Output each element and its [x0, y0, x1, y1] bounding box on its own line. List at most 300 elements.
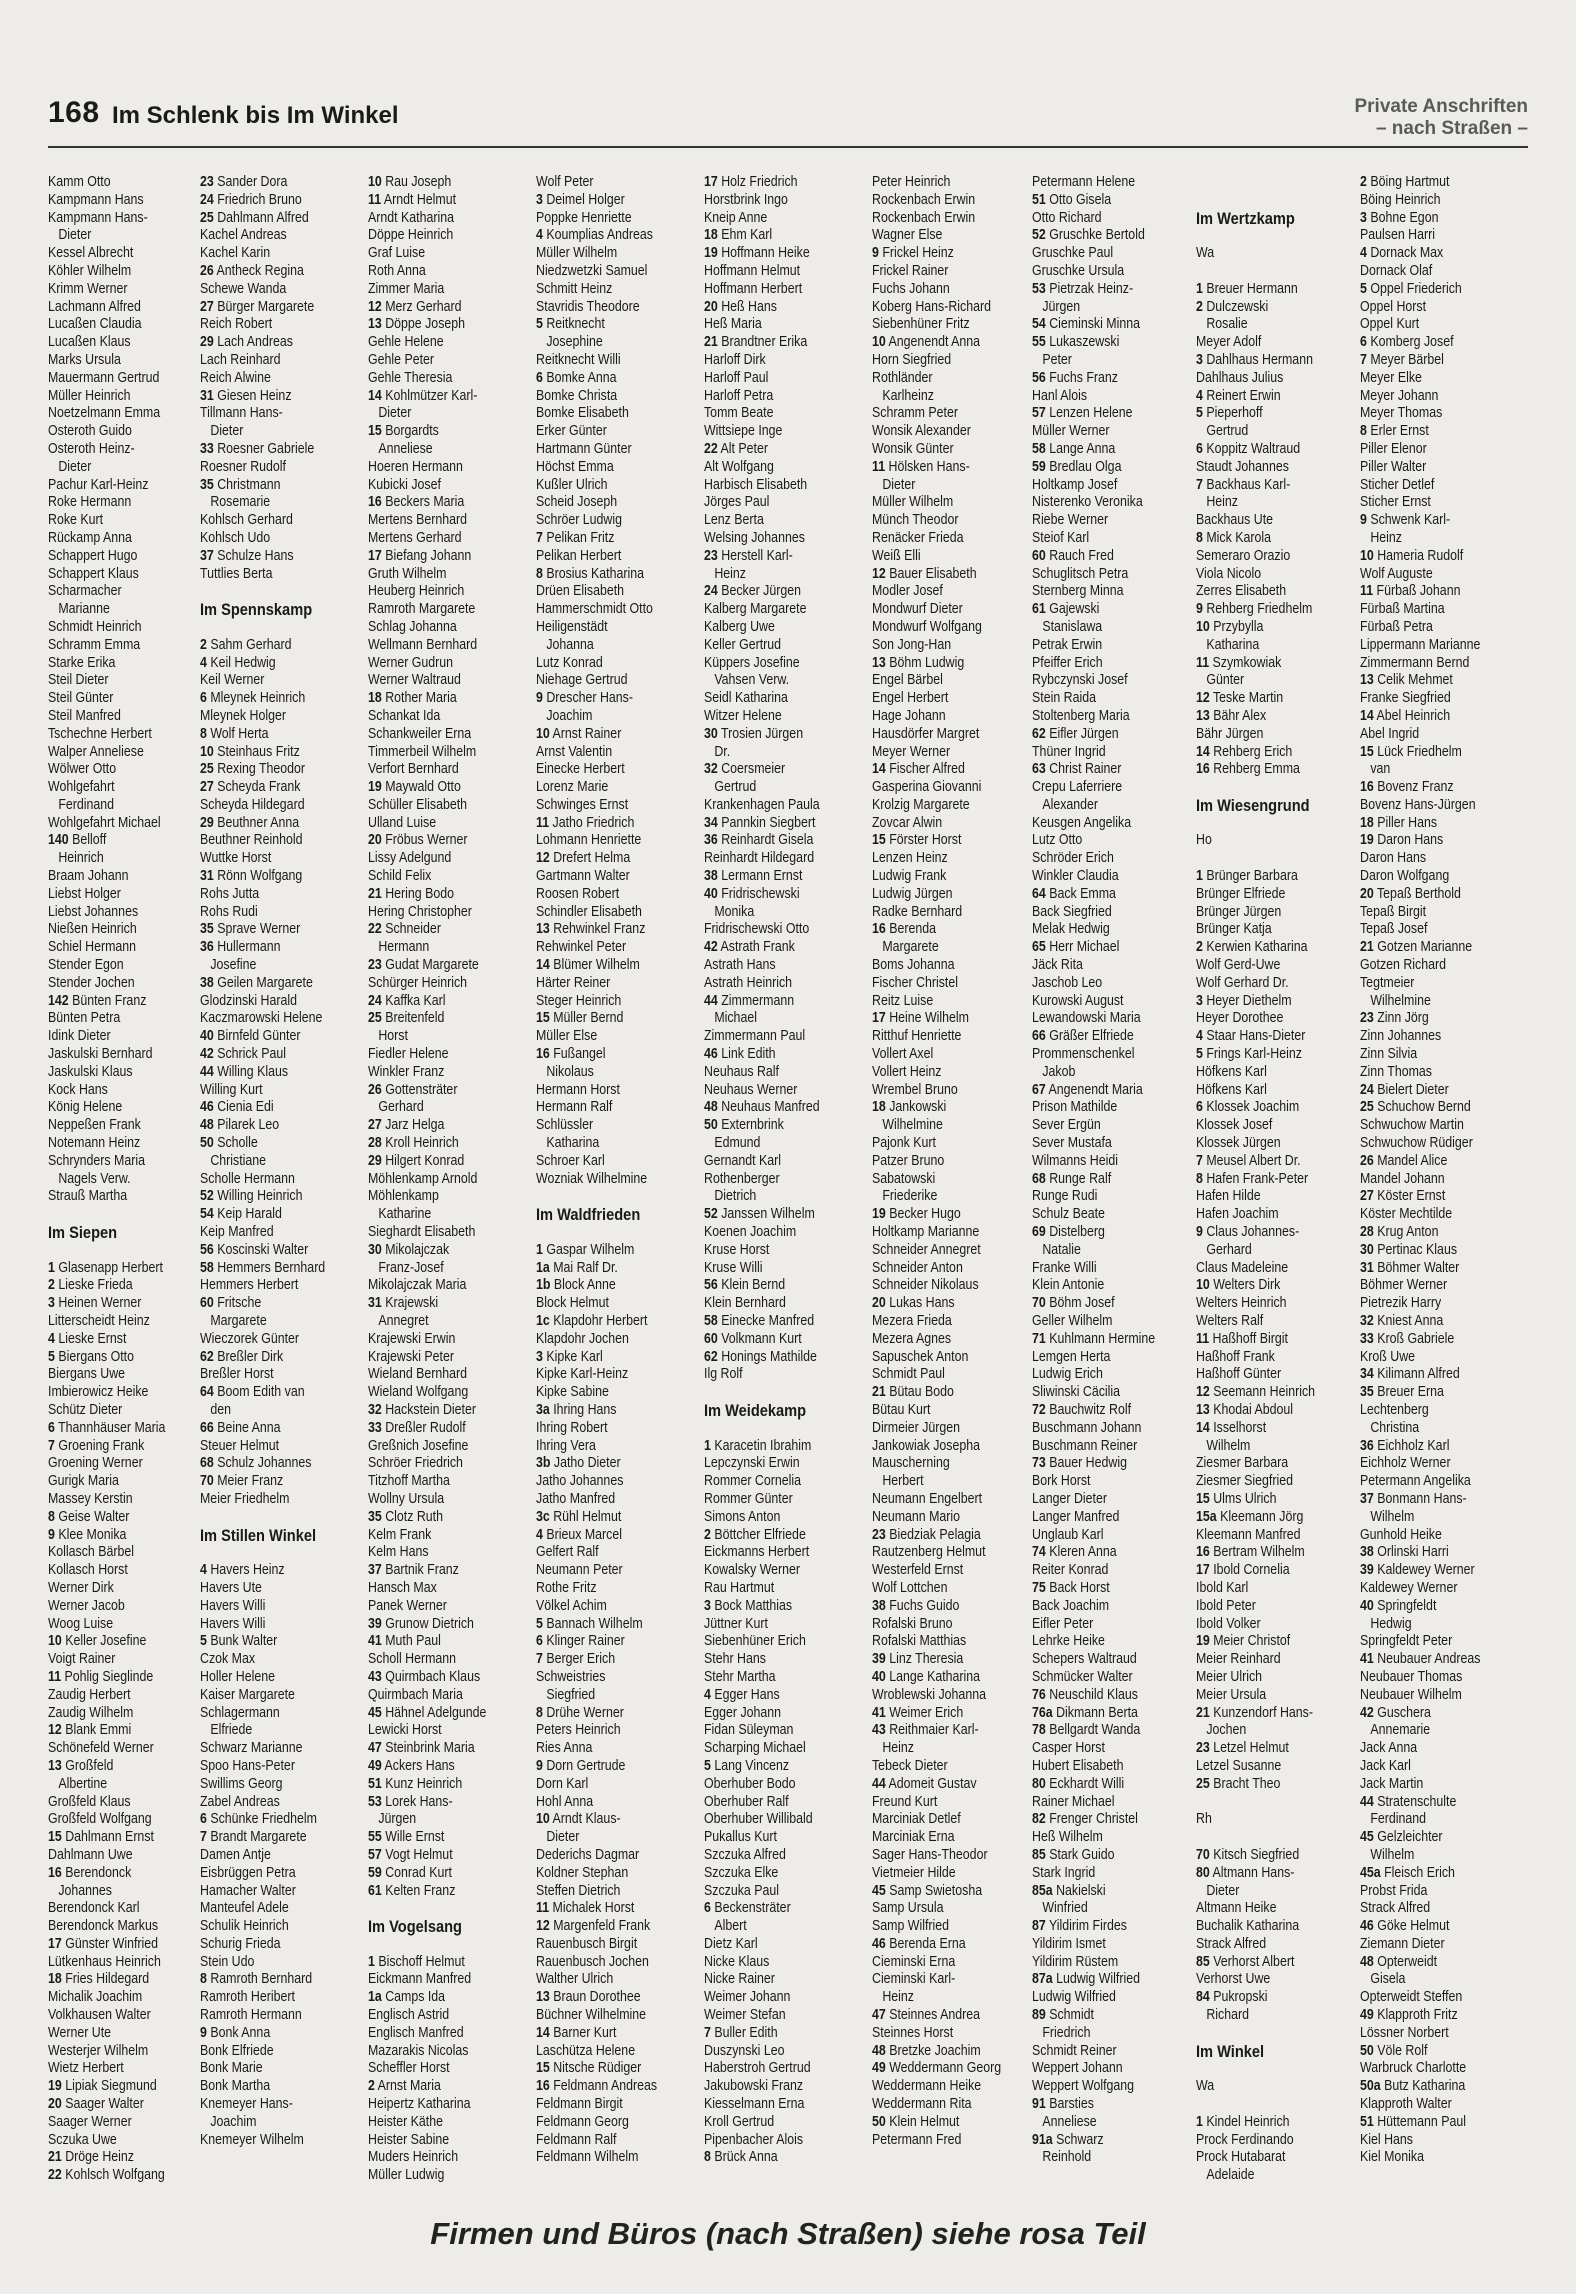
list-item: Braam Johann [48, 868, 129, 885]
list-item: Pelikan Herbert [536, 547, 622, 564]
list-item: Dr. [704, 743, 731, 760]
list-item: Tuttlies Berta [200, 565, 273, 582]
list-item: 55 Lukaszewski [1032, 334, 1120, 351]
list-item: Wolf Peter [536, 174, 594, 190]
list-item: Poppke Henriette [536, 209, 632, 226]
list-item: Abel Ingrid [1360, 725, 1420, 742]
list-item: Gerhard [368, 1099, 424, 1116]
list-item: 24 Becker Jürgen [704, 583, 802, 600]
list-item: Stanislawa [1032, 618, 1103, 635]
house-number: 27 [200, 298, 214, 315]
list-item: Rommer Cornelia [704, 1473, 801, 1490]
list-item: Werner Ute [48, 2024, 112, 2041]
list-item: Steffen Dietrich [536, 1882, 621, 1899]
list-item: Rückamp Anna [48, 529, 132, 546]
house-number: 9 [1196, 601, 1203, 618]
house-number: 2 [1360, 174, 1367, 190]
list-item: Arnst Valentin [536, 743, 613, 760]
house-number: 14 [872, 761, 886, 778]
house-number: 41 [872, 1704, 886, 1721]
house-number: 36 [200, 939, 214, 956]
list-item: Melak Hedwig [1032, 921, 1110, 938]
directory-column [368, 174, 530, 2185]
list-item: 2 Kerwien Katharina [1196, 939, 1308, 956]
house-number: 69 [1032, 1224, 1046, 1241]
list-item: Back Joachim [1032, 1597, 1110, 1614]
list-item: Horstbrink Ingo [704, 191, 788, 208]
list-item: Lepczynski Erwin [704, 1455, 800, 1472]
list-item: 9 Drescher Hans- [536, 690, 633, 707]
list-item: Lippermann Marianne [1360, 636, 1481, 653]
house-number: 53 [368, 1793, 382, 1810]
house-number: 29 [368, 1152, 382, 1169]
house-number: 46 [704, 1046, 718, 1063]
list-item: 7 Berger Erich [536, 1651, 616, 1668]
list-item: Peter Heinrich [872, 174, 951, 190]
list-item: 25 Schuchow Bernd [1360, 1099, 1471, 1116]
house-number: 23 [368, 957, 382, 974]
list-item: Timmerbeil Wilhelm [368, 743, 477, 760]
list-item: 75 Back Horst [1032, 1579, 1110, 1596]
list-item: Kampmann Hans [48, 191, 144, 208]
list-item: Klapproth Walter [1360, 2096, 1452, 2113]
spacer [1196, 263, 1335, 281]
house-number: 50 [704, 1117, 718, 1134]
list-item: Nagels Verw. [48, 1170, 131, 1187]
house-number: 19 [1196, 1633, 1210, 1650]
house-number: 16 [1360, 779, 1374, 796]
list-item: Jürgen [1032, 298, 1081, 315]
list-item: Schüller Elisabeth [368, 796, 468, 813]
list-item: 10 Hameria Rudolf [1360, 547, 1464, 564]
house-number: 11 [872, 458, 886, 475]
list-item: Rauenbusch Birgit [536, 1935, 638, 1952]
list-item: 9 Schwenk Karl- [1360, 512, 1451, 529]
list-item: Christina [1360, 1419, 1420, 1436]
list-item: Gruschke Paul [1032, 245, 1114, 262]
house-number: 7 [200, 1829, 207, 1846]
list-item: 24 Bielert Dieter [1360, 1081, 1449, 1098]
list-item: Alt Wolfgang [704, 458, 774, 475]
list-item: Rothe Fritz [536, 1579, 597, 1596]
list-item: Schulik Heinrich [200, 1918, 289, 1935]
list-item: Zinn Thomas [1360, 1063, 1432, 1080]
list-item: 27 Scheyda Frank [200, 779, 301, 796]
list-item: Lucaßen Claudia [48, 316, 142, 333]
list-item: 26 Gottensträter [368, 1081, 458, 1098]
list-item: Franz-Josef [368, 1259, 444, 1276]
directory-column [872, 174, 1034, 2149]
list-item: Meyer Thomas [1360, 405, 1443, 422]
list-item: 21 Hering Bodo [368, 885, 455, 902]
spacer [704, 1420, 843, 1438]
list-item: 4 Havers Heinz [200, 1562, 285, 1579]
list-item: Gasperina Giovanni [872, 779, 982, 796]
directory-column [536, 174, 698, 2167]
list-item: Zinn Silvia [1360, 1046, 1418, 1063]
list-item: Hage Johann [872, 707, 946, 724]
spacer [200, 619, 339, 637]
spacer [536, 1224, 675, 1242]
list-item: Pietrezik Harry [1360, 1295, 1442, 1312]
house-number: 8 [536, 1704, 543, 1721]
house-number: 3 [1360, 209, 1367, 226]
house-number: 14 [536, 2024, 550, 2041]
list-item: Einecke Herbert [536, 761, 625, 778]
directory-column [48, 174, 210, 2185]
house-number: 18 [368, 690, 382, 707]
list-item: Günter [1196, 672, 1245, 689]
list-item: 37 Bonmann Hans- [1360, 1490, 1467, 1507]
list-item: 67 Angenendt Maria [1032, 1081, 1143, 1098]
list-item: 3b Jatho Dieter [536, 1455, 621, 1472]
list-item: Reinhold [1032, 2149, 1092, 2166]
list-item: Koenen Joachim [704, 1224, 797, 1241]
house-number: 3 [536, 1348, 543, 1365]
list-item: Hemmers Herbert [200, 1277, 299, 1294]
house-number: 38 [1360, 1544, 1374, 1561]
list-item: Dieter [48, 227, 92, 244]
list-item: Schindler Elisabeth [536, 903, 642, 920]
house-number: 62 [1032, 725, 1046, 742]
list-item: Hohl Anna [536, 1793, 594, 1810]
list-item: 15 Förster Horst [872, 832, 962, 849]
street-heading: Im Siepen [48, 1223, 118, 1243]
list-item: Kalberg Margarete [704, 601, 807, 618]
house-number: 5 [48, 1348, 55, 1365]
list-item: Steil Manfred [48, 707, 121, 724]
list-item: Jatho Johannes [536, 1473, 624, 1490]
list-item: Karlheinz [872, 387, 934, 404]
street-heading: Im Waldfrieden [536, 1205, 641, 1225]
list-item: Woog Luise [48, 1615, 114, 1632]
list-item: Schneider Nikolaus [872, 1277, 979, 1294]
list-item: Zerres Elisabeth [1196, 583, 1287, 600]
list-item: Köhler Wilhelm [48, 262, 132, 279]
list-item: 7 Backhaus Karl- [1196, 476, 1291, 493]
house-number: 6 [536, 1633, 543, 1650]
list-item: 16 Berenda [872, 921, 937, 938]
list-item: 23 Gudat Margarete [368, 957, 479, 974]
list-item: 89 Schmidt [1032, 2007, 1094, 2024]
list-item: Gruschke Ursula [1032, 262, 1125, 279]
house-number: 35 [368, 1508, 382, 1525]
house-number: 49 [1360, 2007, 1374, 2024]
house-number: 22 [368, 921, 382, 938]
list-item: Roosen Robert [536, 885, 620, 902]
list-item: 39 Kaldewey Werner [1360, 1562, 1475, 1579]
list-item: Opterweidt Steffen [1360, 1989, 1463, 2006]
list-item: 29 Beuthner Anna [200, 814, 300, 831]
list-item: Brünger Jürgen [1196, 903, 1282, 920]
house-number: 62 [704, 1348, 718, 1365]
list-item: Havers Willi [200, 1615, 266, 1632]
list-item: Ludwig Wilfried [1032, 1989, 1116, 2006]
list-item: 6 Klinger Rainer [536, 1633, 625, 1650]
list-item: 64 Boom Edith van [200, 1384, 305, 1401]
list-item: 82 Frenger Christel [1032, 1811, 1138, 1828]
list-item: 1 Bischoff Helmut [368, 1953, 465, 1970]
house-number: 31 [200, 868, 214, 885]
list-item: 44 Willing Klaus [200, 1063, 289, 1080]
list-item: 54 Keip Harald [200, 1206, 282, 1223]
list-item: Albert [704, 1918, 747, 1935]
house-number: 6 [200, 690, 207, 707]
list-item: Lehrke Heike [1032, 1633, 1105, 1650]
list-item: 60 Rauch Fred [1032, 547, 1114, 564]
list-item: Lucaßen Klaus [48, 334, 131, 351]
list-item: Müller Wilhelm [872, 494, 954, 511]
list-item: 50 Scholle [200, 1135, 258, 1152]
list-item: 59 Conrad Kurt [368, 1864, 452, 1881]
list-item: Lenz Berta [704, 512, 764, 529]
house-number: 6 [1196, 440, 1203, 457]
house-number: 8 [1360, 423, 1367, 440]
list-item: Meyer Werner [872, 743, 951, 760]
list-item: 45a Fleisch Erich [1360, 1864, 1455, 1881]
list-item: Prock Ferdinando [1196, 2131, 1294, 2148]
house-number: 13 [536, 1989, 550, 2006]
house-number: 18 [1360, 814, 1374, 831]
list-item: Eickmanns Herbert [704, 1544, 810, 1561]
house-number: 30 [1360, 1241, 1374, 1258]
list-item: Mondwurf Dieter [872, 601, 963, 618]
list-item: Stavridis Theodore [536, 298, 640, 315]
list-item: 38 Geilen Margarete [200, 974, 313, 991]
house-number: 91a [1032, 2131, 1053, 2148]
house-number: 40 [872, 1668, 886, 1685]
list-item: Noetzelmann Emma [48, 405, 161, 422]
house-number: 50a [1360, 2078, 1381, 2095]
house-number: 16 [368, 494, 382, 511]
list-item: 35 Sprave Werner [200, 921, 301, 938]
list-item: 18 Fries Hildegard [48, 1971, 150, 1988]
list-item: Werner Jacob [48, 1597, 125, 1614]
house-number: 56 [200, 1241, 214, 1258]
list-item: Meier Ulrich [1196, 1668, 1263, 1685]
list-item: Krajewski Peter [368, 1348, 454, 1365]
list-item: 32 Kniest Anna [1360, 1313, 1444, 1329]
list-item: 45 Gelzleichter [1360, 1829, 1443, 1846]
list-item: 50a Butz Katharina [1360, 2078, 1466, 2095]
list-item: Höfkens Karl [1196, 1081, 1267, 1098]
house-number: 10 [872, 334, 886, 351]
list-item: Buschmann Reiner [1032, 1437, 1138, 1454]
list-item: Son Jong-Han [872, 636, 952, 653]
list-item: Wolf Gerd-Uwe [1196, 957, 1281, 974]
list-item: Haberstroh Gertrud [704, 2060, 811, 2077]
list-item: 44 Zimmermann [704, 992, 795, 1009]
house-number: 24 [200, 191, 214, 208]
list-item: Josephine [536, 334, 603, 351]
list-item: Heß Maria [704, 316, 762, 333]
list-item: 4 Egger Hans [704, 1686, 780, 1703]
list-item: Stender Jochen [48, 974, 135, 991]
list-item: 23 Sander Dora [200, 174, 288, 190]
list-item: Edmund [704, 1135, 761, 1152]
list-item: Ramroth Margarete [368, 601, 476, 618]
list-item: 5 Bannach Wilhelm [536, 1615, 643, 1632]
list-item: 64 Back Emma [1032, 885, 1116, 902]
list-item: Marianne [48, 601, 110, 618]
street-heading: Im Weidekamp [704, 1400, 807, 1420]
list-item: Hubert Elisabeth [1032, 1757, 1124, 1774]
list-item: Heinz [1196, 494, 1238, 511]
house-number: 49 [368, 1757, 382, 1774]
list-item: 52 Janssen Wilhelm [704, 1206, 815, 1223]
list-item: Gehle Helene [368, 334, 444, 351]
list-item: Bonk Elfriede [200, 2042, 274, 2059]
list-item: Heinz [872, 1989, 914, 2006]
list-item: 43 Reithmaier Karl- [872, 1722, 979, 1739]
list-item: Sticher Ernst [1360, 494, 1431, 511]
list-item: 38 Lermann Ernst [704, 868, 803, 885]
list-item: Wilhelm [1196, 1437, 1251, 1454]
list-item: Marciniak Detlef [872, 1811, 961, 1828]
list-item: 61 Gajewski [1032, 601, 1100, 618]
list-item: Vahsen Verw. [704, 672, 790, 689]
list-item: Witzer Helene [704, 707, 782, 724]
house-number: 13 [1196, 707, 1210, 724]
list-item: Siebenhüner Fritz [872, 316, 970, 333]
list-item: Quirmbach Maria [368, 1686, 463, 1703]
house-number: 9 [1196, 1224, 1203, 1241]
list-item: Wozniak Wilhelmine [536, 1170, 648, 1187]
spacer [1196, 815, 1335, 833]
list-item: Peter [1032, 351, 1072, 368]
list-item: Fürbaß Martina [1360, 601, 1445, 618]
street-heading: Im Spennskamp [200, 600, 313, 620]
house-number: 21 [48, 2149, 62, 2166]
directory-column [200, 174, 362, 2149]
house-number: 72 [1032, 1401, 1046, 1418]
house-number: 19 [704, 245, 718, 262]
house-number: 17 [48, 1935, 62, 1952]
house-number: 10 [536, 1811, 550, 1828]
house-number: 25 [200, 761, 214, 778]
list-item: Gartmann Walter [536, 868, 630, 885]
list-item: 9 Rehberg Friedhelm [1196, 601, 1313, 618]
list-item: Kiel Monika [1360, 2149, 1424, 2166]
house-number: 32 [368, 1401, 382, 1418]
list-item: Jörges Paul [704, 494, 770, 511]
list-item: Heß Wilhelm [1032, 1829, 1103, 1846]
list-item: Litterscheidt Heinz [48, 1313, 150, 1329]
house-number: 64 [1032, 885, 1046, 902]
list-item: 12 Merz Gerhard [368, 298, 462, 315]
list-item: 1 Kindel Heinrich [1196, 2113, 1290, 2130]
list-item: 21 Brandtner Erika [704, 334, 808, 351]
list-item: 50 Klein Helmut [872, 2113, 960, 2130]
list-item: 62 Eifler Jürgen [1032, 725, 1119, 742]
list-item: Jäck Rita [1032, 957, 1083, 974]
list-item: Krimm Werner [48, 280, 128, 297]
list-item: Großfeld Wolfgang [48, 1811, 152, 1828]
list-item: Schneider Anton [872, 1259, 963, 1276]
list-item: 3 Bock Matthias [704, 1597, 793, 1614]
house-number: 20 [1360, 885, 1374, 902]
house-number: 66 [200, 1419, 214, 1436]
list-item: Hamacher Walter [200, 1882, 296, 1899]
house-number: 38 [704, 868, 718, 885]
list-item: 19 Meier Christof [1196, 1633, 1291, 1650]
list-item: Weimer Stefan [704, 2007, 786, 2024]
list-item: Ilg Rolf [704, 1366, 743, 1383]
list-item: 17 Ibold Cornelia [1196, 1562, 1290, 1579]
list-item: König Helene [48, 1099, 123, 1116]
list-item: 13 Rehwinkel Franz [536, 921, 646, 938]
spacer [1196, 192, 1335, 210]
house-number: 1 [48, 1259, 55, 1276]
list-item: Bomke Christa [536, 387, 618, 404]
house-number: 15 [368, 423, 382, 440]
list-item: Klossek Jürgen [1196, 1135, 1281, 1152]
list-item: Reitknecht Willi [536, 351, 621, 368]
house-number: 13 [872, 654, 886, 671]
list-item: Ritthuf Henriette [872, 1028, 962, 1045]
spacer [48, 1242, 187, 1260]
list-item: Ho [1196, 832, 1212, 849]
house-number: 3a [536, 1401, 550, 1418]
list-item: Josefine [200, 957, 257, 974]
list-item: Sapuschek Anton [872, 1348, 969, 1365]
list-item: Oppel Horst [1360, 298, 1427, 315]
list-item: Rainer Michael [1032, 1793, 1115, 1810]
house-number: 140 [48, 832, 69, 849]
list-item: 1 Gaspar Wilhelm [536, 1241, 635, 1258]
list-item: Schmidt Reiner [1032, 2042, 1117, 2059]
list-item: Patzer Bruno [872, 1152, 945, 1169]
list-item: Schweistries [536, 1668, 606, 1685]
list-item: 23 Herstell Karl- [704, 547, 793, 564]
list-item: Elfriede [200, 1722, 253, 1739]
house-number: 11 [536, 814, 550, 831]
house-number: 20 [704, 298, 718, 315]
list-item: Klein Bernhard [704, 1295, 786, 1312]
list-item: 23 Biedziak Pelagia [872, 1526, 981, 1543]
list-item: 4 Brieux Marcel [536, 1526, 622, 1543]
list-item: 56 Fuchs Franz [1032, 369, 1118, 386]
list-item: Jakubowski Franz [704, 2078, 804, 2095]
house-number: 52 [1032, 227, 1046, 244]
house-number: 54 [1032, 316, 1046, 333]
list-item: Lechtenberg [1360, 1401, 1429, 1418]
house-number: 28 [1360, 1224, 1374, 1241]
list-item: 1 Glasenapp Herbert [48, 1259, 163, 1276]
house-number: 44 [872, 1775, 886, 1792]
house-number: 26 [368, 1081, 382, 1098]
list-item: 9 Claus Johannes- [1196, 1224, 1300, 1241]
house-number: 142 [48, 992, 69, 1009]
house-number: 37 [200, 547, 214, 564]
house-number: 32 [704, 761, 718, 778]
list-item: Riebe Werner [1032, 512, 1109, 529]
list-item: 66 Gräßer Elfriede [1032, 1028, 1134, 1045]
list-item: Mauermann Gertrud [48, 369, 160, 386]
list-item: Titzhoff Martha [368, 1473, 450, 1490]
list-item: 85 Stark Guido [1032, 1846, 1115, 1863]
house-number: 61 [1032, 601, 1046, 618]
list-item: 25 Breitenfeld [368, 1010, 445, 1027]
list-item: 26 Mandel Alice [1360, 1152, 1448, 1169]
house-number: 73 [1032, 1455, 1046, 1472]
list-item: 8 Mick Karola [1196, 529, 1271, 546]
section-caption-line-1: Private Anschriften [1354, 96, 1528, 117]
list-item: Muders Heinrich [368, 2149, 459, 2166]
list-item: 33 Roesner Gabriele [200, 440, 315, 457]
list-item: Eisbrüggen Petra [200, 1864, 296, 1881]
list-item: Runge Rudi [1032, 1188, 1098, 1205]
